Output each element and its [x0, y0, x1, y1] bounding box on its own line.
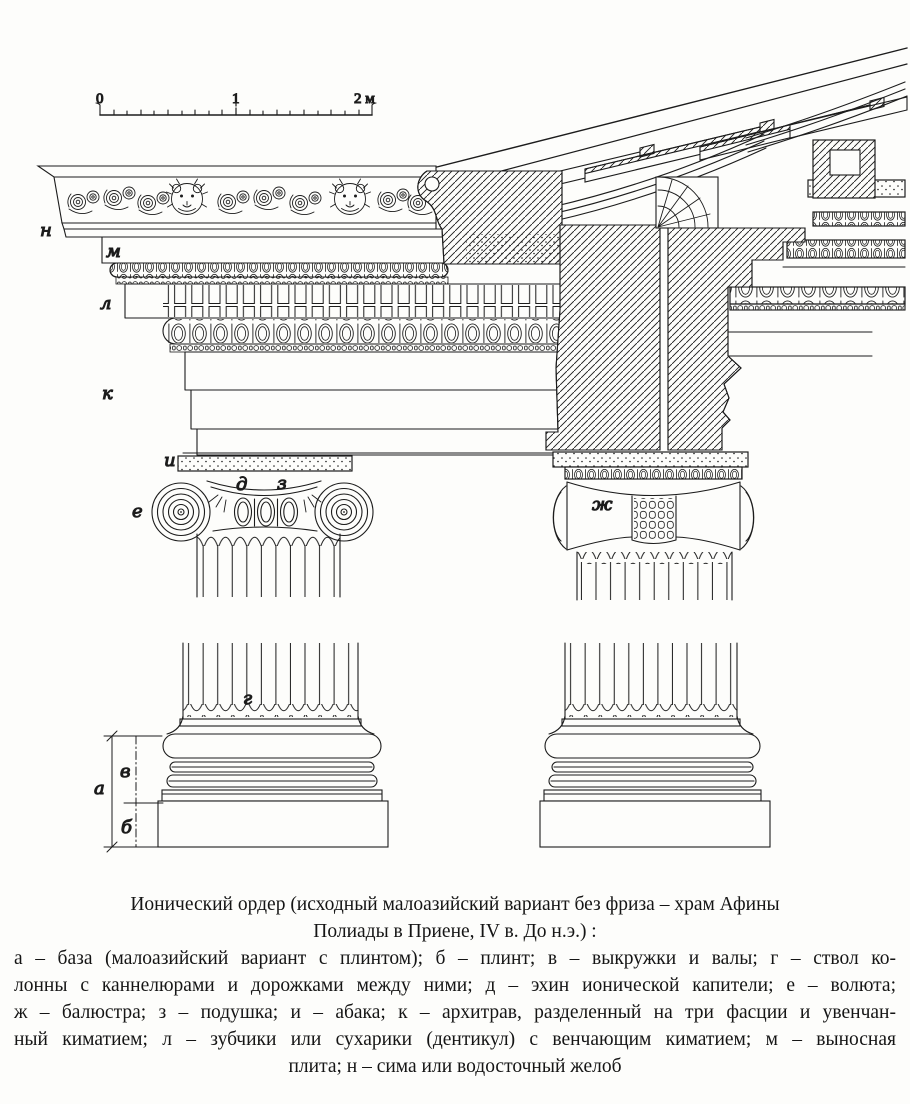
- architrave-section-block-left: [546, 225, 660, 450]
- figure-caption: [0, 891, 910, 1080]
- base-rings: [549, 762, 756, 787]
- base-plinth: [540, 801, 770, 847]
- base-shaft: [183, 643, 358, 719]
- corner-stone-fragment: [813, 140, 875, 198]
- label-mouldings: в: [120, 761, 131, 782]
- capital-side-view: [553, 452, 754, 600]
- label-dentils: л: [100, 293, 112, 314]
- label-architrave: к: [102, 383, 113, 404]
- echinus-top-curve: [207, 481, 321, 496]
- scale-label-2m: 2 м: [354, 91, 375, 107]
- echinus-eggs: [209, 495, 321, 526]
- baluster: [553, 482, 754, 550]
- label-plate: м: [106, 241, 121, 262]
- label-echinus: д: [236, 474, 248, 495]
- scale-bar: [96, 91, 376, 115]
- label-volute: е: [132, 501, 143, 522]
- base-plinth: [158, 801, 388, 847]
- label-plinth: б: [121, 817, 132, 838]
- caption-title-line2: Полиады в Приене, IV в. До н.э.) :: [313, 921, 597, 942]
- echinus-bottom-curve: [213, 527, 317, 531]
- label-sima: н: [40, 220, 52, 241]
- echinus-side-band: [565, 467, 742, 479]
- label-shaft: г: [243, 688, 253, 709]
- base-rings: [167, 762, 377, 787]
- label-baluster: ж: [592, 494, 613, 515]
- dimension-lines: [104, 731, 163, 852]
- column-shaft-side: [577, 552, 732, 600]
- scale-label-1: 1: [232, 91, 240, 107]
- egg-and-dart-lower: [163, 318, 560, 352]
- corona-section-stipple: [466, 234, 562, 264]
- architrave-fascias: [185, 352, 560, 455]
- sima-cap: [38, 166, 436, 177]
- caption-legend-line: плита; н – сима или водосточный желоб: [288, 1056, 622, 1077]
- architrave-section-block-right: [668, 228, 805, 450]
- scale-label-0: 0: [96, 91, 104, 107]
- caption-legend-line: ный киматием; л – зубчики или сухарики (дентикул) с венчающим киматием; м – выносная: [14, 1029, 896, 1050]
- corona-plate: [102, 237, 448, 263]
- column-shaft-front: [197, 534, 340, 597]
- fan-soffit-block: [656, 177, 718, 228]
- label-cushion: з: [277, 473, 287, 494]
- dentil-band: [125, 284, 560, 318]
- bolster-end-left: [553, 486, 566, 549]
- volute-left: [152, 483, 210, 541]
- caption-legend-line: лонны с каннелюрами и дорожками между ними; д – эхин ионической капители; е – волюта;: [14, 975, 896, 996]
- caption-title-line1: Ионический ордер (исходный малоазийский вариант без фриза – храм Афины: [130, 894, 780, 915]
- caption-legend-line: ж – балюстра; з – подушка; и – абака; к – архитрав, разделенный на три фасции и увенчан-: [14, 1002, 896, 1023]
- base-shaft: [565, 643, 737, 719]
- egg-and-dart-upper: [110, 263, 448, 284]
- base-torus: [545, 734, 760, 758]
- column-base-right: [540, 643, 770, 847]
- basket-band: [634, 498, 675, 539]
- bolster-end-right: [741, 486, 754, 549]
- label-base: а: [94, 778, 105, 799]
- label-abacus: и: [164, 450, 176, 471]
- caption-legend-line: а – база (малоазийский вариант с плинтом); б – плинт; в – выкружки и валы; г – ствол ко-: [14, 948, 896, 969]
- column-base-left: [158, 643, 388, 847]
- base-torus: [163, 734, 381, 758]
- volute-right: [315, 483, 373, 541]
